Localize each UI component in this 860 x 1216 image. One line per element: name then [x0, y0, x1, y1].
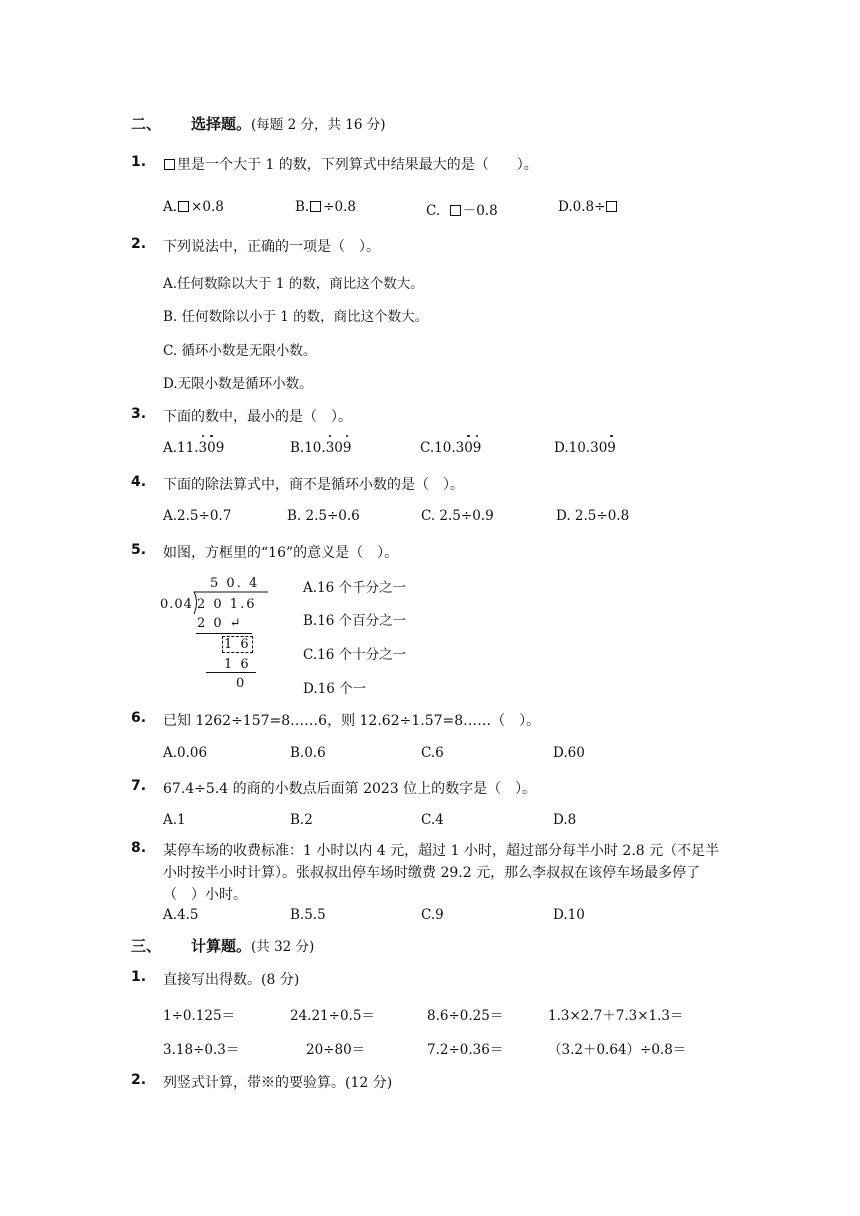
- question-text: 某停车场的收费标准：1 小时以内 4 元，超过 1 小时，超过部分每半小时 2.8 元（不足半小时按半小时计算）。张叔叔出停车场时缴费 29.2 元，那么李叔叔在该停车场最多停了（ ）小时。: [163, 843, 720, 903]
- calc-item: 3.18÷0.3＝: [163, 1042, 240, 1058]
- option-b[interactable]: B.0.6: [290, 745, 326, 761]
- option-d[interactable]: D.0.8÷: [558, 199, 619, 215]
- boxed-sixteen: 1 6: [224, 637, 251, 652]
- calc-item: 8.6÷0.25＝: [427, 1008, 504, 1024]
- section-note: (每题 2 分，共 16 分): [251, 117, 386, 133]
- option-c[interactable]: C. 2.5÷0.9: [421, 508, 494, 524]
- option-d[interactable]: D. 2.5÷0.8: [556, 508, 630, 524]
- blank-box-icon: [450, 205, 461, 216]
- option-d[interactable]: D.无限小数是循环小数。: [163, 376, 313, 392]
- option-b[interactable]: B.10.309: [290, 440, 352, 456]
- option-c[interactable]: C.16 个十分之一: [303, 647, 407, 663]
- option-d[interactable]: D.16 个一: [303, 681, 367, 697]
- option-c[interactable]: C. 循环小数是无限小数。: [163, 343, 317, 359]
- option-a[interactable]: A.11.309: [163, 440, 225, 456]
- question-number: 5.: [131, 542, 147, 558]
- dividend: 2 0 1.6: [197, 597, 257, 612]
- option-a[interactable]: A.16 个千分之一: [303, 580, 407, 596]
- question-text: 已知 1262÷157=8……6，则 12.62÷1.57=8……（ ）。: [163, 713, 541, 729]
- calc-item: （3.2＋0.64）÷0.8＝: [548, 1042, 687, 1058]
- option-b[interactable]: B. 2.5÷0.6: [287, 508, 360, 524]
- option-d[interactable]: D.8: [553, 812, 577, 828]
- section-heading: [191, 935, 314, 956]
- option-a[interactable]: A.2.5÷0.7: [163, 508, 232, 524]
- section-number: 二、: [131, 115, 162, 133]
- question-number: 6.: [131, 710, 147, 726]
- option-a[interactable]: A.任何数除以大于 1 的数，商比这个数大。: [163, 276, 424, 292]
- underline: [206, 672, 256, 673]
- question-text: 如图，方框里的“16”的意义是（ ）。: [163, 545, 399, 561]
- question-number: 1.: [131, 969, 147, 985]
- option-b[interactable]: B.2: [290, 812, 313, 828]
- option-a[interactable]: A.0.06: [163, 745, 208, 761]
- calc-item: 7.2÷0.36＝: [427, 1042, 504, 1058]
- question-text: 里是一个大于 1 的数，下列算式中结果最大的是（ ）。: [163, 154, 538, 174]
- question-text: 直接写出得数。(8 分): [163, 972, 300, 988]
- section-heading: [191, 113, 385, 134]
- calc-item: 1.3×2.7＋7.3×1.3＝: [548, 1008, 684, 1024]
- long-division-figure: [160, 570, 300, 700]
- subtract-row: 1 6: [224, 657, 251, 672]
- calc-item: 24.21÷0.5＝: [290, 1008, 375, 1024]
- calc-item: 1÷0.125＝: [163, 1008, 236, 1024]
- option-d[interactable]: D.10.309: [554, 440, 616, 456]
- option-b[interactable]: B. ÷0.8: [295, 199, 356, 215]
- option-c[interactable]: C. －0.8: [426, 203, 498, 219]
- blank-box-icon: [178, 201, 189, 212]
- question-number: 8.: [131, 840, 147, 856]
- question-number: 1.: [131, 154, 147, 170]
- blank-box-icon: [606, 201, 617, 212]
- option-a[interactable]: A. ×0.8: [163, 199, 224, 215]
- option-c[interactable]: C.4: [421, 812, 444, 828]
- question-number: 2.: [131, 1072, 147, 1088]
- section-number: 三、: [131, 937, 162, 955]
- section-note: (共 32 分): [251, 939, 315, 955]
- remainder: 0: [236, 676, 247, 691]
- question-number: 4.: [131, 474, 147, 490]
- option-b[interactable]: B.16 个百分之一: [303, 613, 407, 629]
- divisor: 0.04: [160, 597, 193, 612]
- blank-box-icon: [164, 159, 175, 170]
- question-text: 下面的除法算式中，商不是循环小数的是（ ）。: [163, 477, 464, 493]
- option-c[interactable]: C.9: [421, 907, 444, 923]
- question-number: 2.: [131, 236, 147, 252]
- section-title: 选择题。: [191, 115, 252, 133]
- option-b[interactable]: B.5.5: [290, 907, 326, 923]
- question-number: 3.: [131, 406, 147, 422]
- option-d[interactable]: D.60: [553, 745, 585, 761]
- quotient: 5 0. 4: [210, 576, 260, 591]
- option-a[interactable]: A.4.5: [163, 907, 199, 923]
- question-text: 下列说法中，正确的一项是（ ）。: [163, 239, 380, 255]
- option-b[interactable]: B. 任何数除以小于 1 的数，商比这个数大。: [163, 309, 429, 325]
- blank-box-icon: [310, 201, 321, 212]
- section-title: 计算题。: [191, 937, 252, 955]
- question-number: 7.: [131, 778, 147, 794]
- option-c[interactable]: C.6: [421, 745, 444, 761]
- underline: [196, 633, 252, 634]
- option-a[interactable]: A.1: [163, 812, 186, 828]
- question-text: 下面的数中，最小的是（ ）。: [163, 409, 352, 425]
- option-c[interactable]: C.10.309: [420, 440, 482, 456]
- question-text: 列竖式计算，带※的要验算。(12 分): [163, 1075, 393, 1091]
- option-d[interactable]: D.10: [553, 907, 585, 923]
- calc-item: 20÷80＝: [306, 1042, 366, 1058]
- subtract-row: 2 0 ↵: [197, 616, 243, 631]
- question-text: 67.4÷5.4 的商的小数点后面第 2023 位上的数字是（ ）。: [163, 781, 537, 797]
